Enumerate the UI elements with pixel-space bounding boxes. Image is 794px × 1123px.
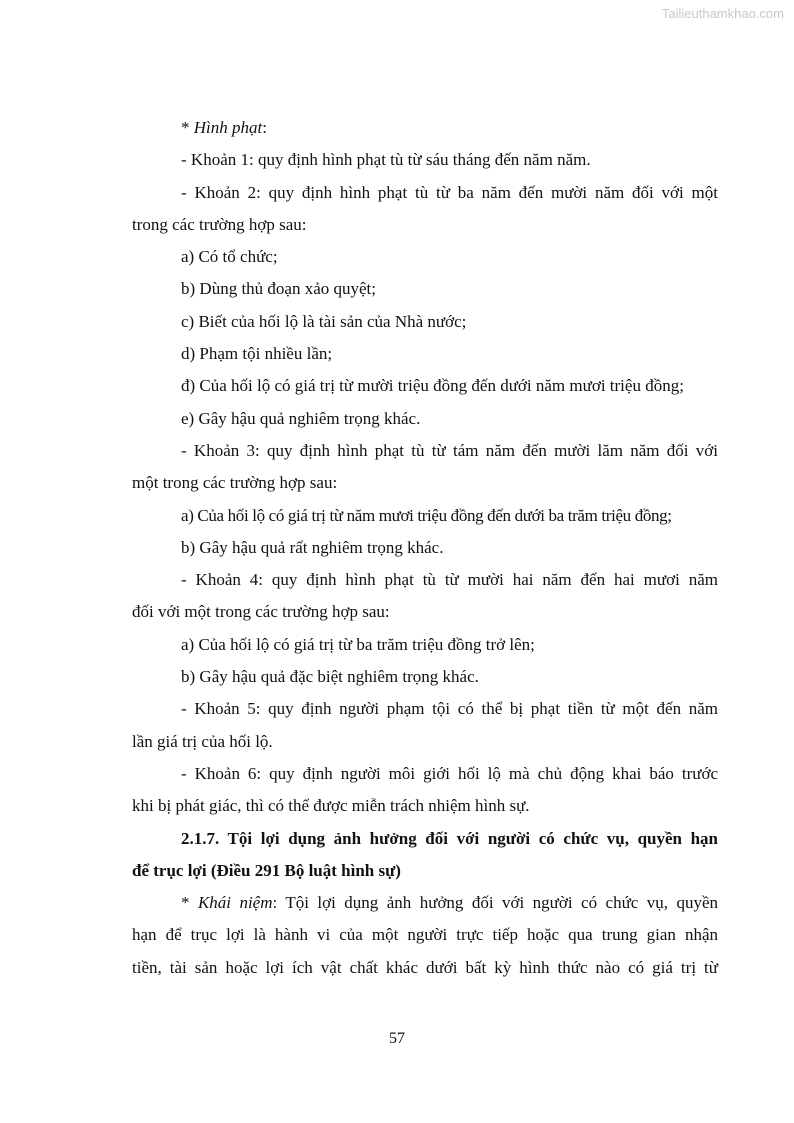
khoan-4-line-2: đối với một trong các trường hợp sau:	[132, 602, 390, 622]
khoan-2-line-2: trong các trường hợp sau:	[132, 214, 307, 234]
khoan-6-line-1: - Khoản 6: quy định người môi giới hối lộ mà chủ động khai báo trước	[181, 763, 718, 783]
khoan-2-item-e: e) Gây hậu quả nghiêm trọng khác.	[181, 408, 421, 428]
khoan-5-line-2: lần giá trị của hối lộ.	[132, 731, 273, 751]
khoan-4-item-b: b) Gây hậu quả đặc biệt nghiêm trọng khác.	[181, 667, 479, 687]
khoan-2-item-c: c) Biết của hối lộ là tài sản của Nhà nước;	[181, 311, 467, 331]
khoan-2-item-d: d) Phạm tội nhiều lần;	[181, 344, 333, 364]
section-heading-line-2: để trục lợi (Điều 291 Bộ luật hình sự)	[132, 860, 401, 880]
khoan-6-line-2: khi bị phát giác, thì có thể được miễn trách nhiệm hình sự.	[132, 796, 530, 816]
khoan-2-item-a: a) Có tổ chức;	[181, 247, 278, 267]
khoan-3-item-b: b) Gây hậu quả rất nghiêm trọng khác.	[181, 537, 444, 557]
khoan-3-line-2: một trong các trường hợp sau:	[132, 473, 338, 493]
khoan-5-line-1: - Khoản 5: quy định người phạm tội có thể bị phạt tiền từ một đến năm	[181, 699, 718, 719]
page-number: 57	[389, 1030, 405, 1047]
hinh-phat-heading: * Hình phạt:	[181, 118, 267, 137]
khoan-4-item-a: a) Của hối lộ có giá trị từ ba trăm triệu đồng trở lên;	[181, 634, 535, 654]
khai-niem-line-3: tiền, tài sản hoặc lợi ích vật chất khác dưới bất kỳ hình thức nào có giá trị từ	[132, 957, 718, 977]
khai-niem-line-2: hạn để trục lợi là hành vi của một người trực tiếp hoặc qua trung gian nhận	[132, 925, 718, 945]
khoan-3-item-a: a) Của hối lộ có giá trị từ năm mươi triệu đồng đến dưới ba trăm triệu đồng;	[181, 505, 672, 525]
khoan-4-line-1: - Khoản 4: quy định hình phạt tù từ mười hai năm đến hai mươi năm	[181, 570, 718, 590]
watermark: Tailieuthamkhao.com	[661, 6, 784, 21]
document-body	[132, 112, 718, 984]
khai-niem-line-1: * Khái niệm: Tội lợi dụng ảnh hưởng đối với người có chức vụ, quyền	[181, 893, 719, 913]
khoan-3-line-1: - Khoản 3: quy định hình phạt tù từ tám năm đến mười lăm năm đối với	[181, 440, 718, 460]
khoan-2-item-b: b) Dùng thủ đoạn xảo quyệt;	[181, 279, 376, 299]
khoan-1: - Khoản 1: quy định hình phạt tù từ sáu tháng đến năm năm.	[181, 150, 591, 170]
section-heading-line-1: 2.1.7. Tội lợi dụng ảnh hưởng đối với người có chức vụ, quyền hạn	[181, 828, 718, 848]
khoan-2-item-dd: đ) Của hối lộ có giá trị từ mười triệu đồng đến dưới năm mươi triệu đồng;	[181, 376, 684, 396]
khoan-2-line-1: - Khoản 2: quy định hình phạt tù từ ba năm đến mười năm đối với một	[181, 182, 718, 202]
